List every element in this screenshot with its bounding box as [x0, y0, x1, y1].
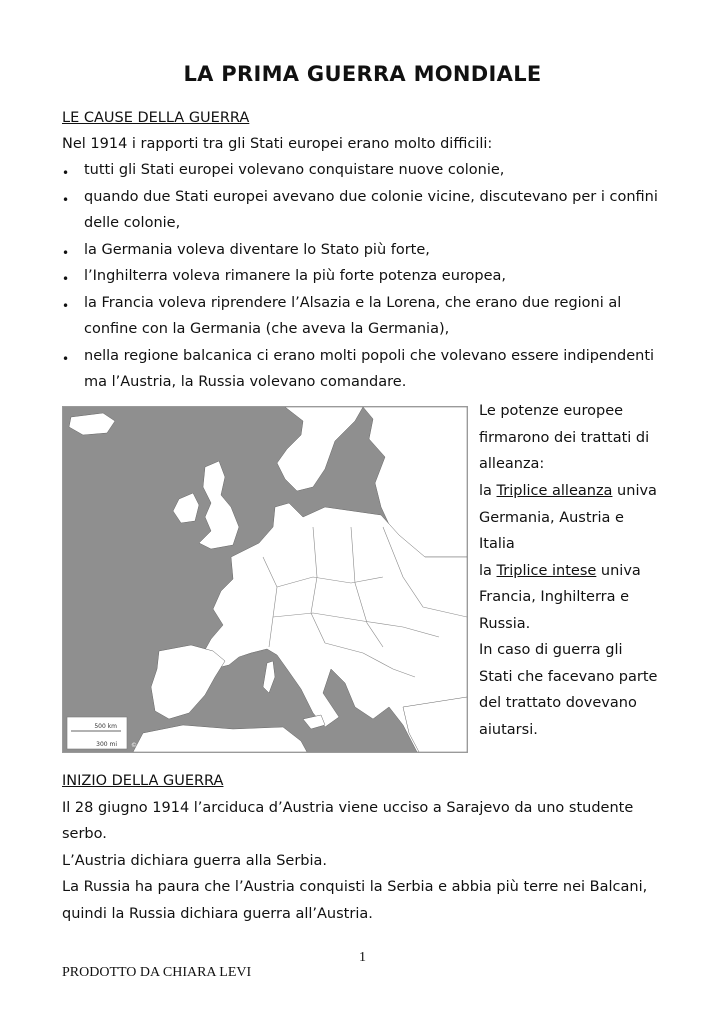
bullet-item: la Germania voleva diventare lo Stato più forte,: [84, 242, 430, 258]
triplice-alleanza-link[interactable]: Triplice alleanza: [496, 483, 613, 499]
side-text-line: In caso di guerra gli: [479, 642, 623, 658]
bullet-item-continuation: delle colonie,: [84, 215, 181, 231]
section-heading-causes: LE CAUSE DELLA GUERRA: [62, 110, 250, 126]
bullet-icon: •: [62, 246, 70, 260]
side-text-line: Stati che facevano parte: [479, 669, 658, 685]
bullet-icon: •: [62, 166, 70, 180]
europe-map-image: [63, 407, 467, 752]
bullet-icon: •: [62, 352, 70, 366]
bullet-item: l’Inghilterra voleva rimanere la più forte potenza europea,: [84, 268, 507, 284]
side-text-prefix: la: [479, 563, 497, 579]
side-text-line: del trattato dovevano: [479, 695, 637, 711]
bullet-icon: •: [62, 193, 70, 207]
bullet-item-continuation: confine con la Germania (che aveva la Germania),: [84, 321, 450, 337]
bullet-item: nella regione balcanica ci erano molti popoli che volevano essere indipendenti: [84, 348, 655, 364]
side-text-prefix: la: [479, 483, 497, 499]
side-text-line: firmarono dei trattati di: [479, 430, 650, 446]
side-text-line: alleanza:: [479, 456, 545, 472]
side-text-line: aiutarsi.: [479, 722, 538, 738]
side-text-line: Le potenze europee: [479, 403, 624, 419]
paragraph-line: serbo.: [62, 826, 107, 842]
triplice-intese-link[interactable]: Triplice intese: [496, 563, 597, 579]
paragraph-line: Il 28 giugno 1914 l’arciduca d’Austria viene ucciso a Sarajevo da uno studente: [62, 800, 634, 816]
page-number: 1: [359, 950, 366, 965]
map-credit: © http://histgeo.ac-aix-marseille.fr: [131, 742, 236, 749]
side-text-line: Francia, Inghilterra e: [479, 589, 630, 605]
side-text-line: Russia.: [479, 616, 531, 632]
side-text-line: [479, 483, 657, 499]
scale-label-km: 500 km: [94, 723, 117, 730]
paragraph-line: La Russia ha paura che l’Austria conquisti la Serbia e abbia più terre nei Balcani,: [62, 879, 648, 895]
paragraph-line: L’Austria dichiara guerra alla Serbia.: [62, 853, 328, 869]
paragraph-line: quindi la Russia dichiara guerra all’Austria.: [62, 906, 373, 922]
footer-credit: PRODOTTO DA CHIARA LEVI: [62, 965, 252, 980]
side-text-suffix: univa: [596, 563, 641, 579]
bullet-item: quando due Stati europei avevano due colonie vicine, discutevano per i confini: [84, 189, 658, 205]
side-text-line: [479, 563, 641, 579]
scale-label-mi: 300 mi: [96, 741, 117, 748]
side-text-line: Italia: [479, 536, 515, 552]
bullet-item: tutti gli Stati europei volevano conquistare nuove colonie,: [84, 162, 505, 178]
bullet-item-continuation: ma l’Austria, la Russia volevano comandare.: [84, 374, 407, 390]
page-title: LA PRIMA GUERRA MONDIALE: [183, 62, 542, 86]
bullet-item: la Francia voleva riprendere l’Alsazia e la Lorena, che erano due regioni al: [84, 295, 622, 311]
bullet-icon: •: [62, 272, 70, 286]
side-text-suffix: univa: [612, 483, 657, 499]
side-text-line: Germania, Austria e: [479, 510, 624, 526]
section-heading-start: INIZIO DELLA GUERRA: [62, 773, 224, 789]
europe-map: [62, 406, 468, 753]
intro-paragraph: Nel 1914 i rapporti tra gli Stati europei erano molto difficili:: [62, 136, 493, 152]
bullet-icon: •: [62, 299, 70, 313]
